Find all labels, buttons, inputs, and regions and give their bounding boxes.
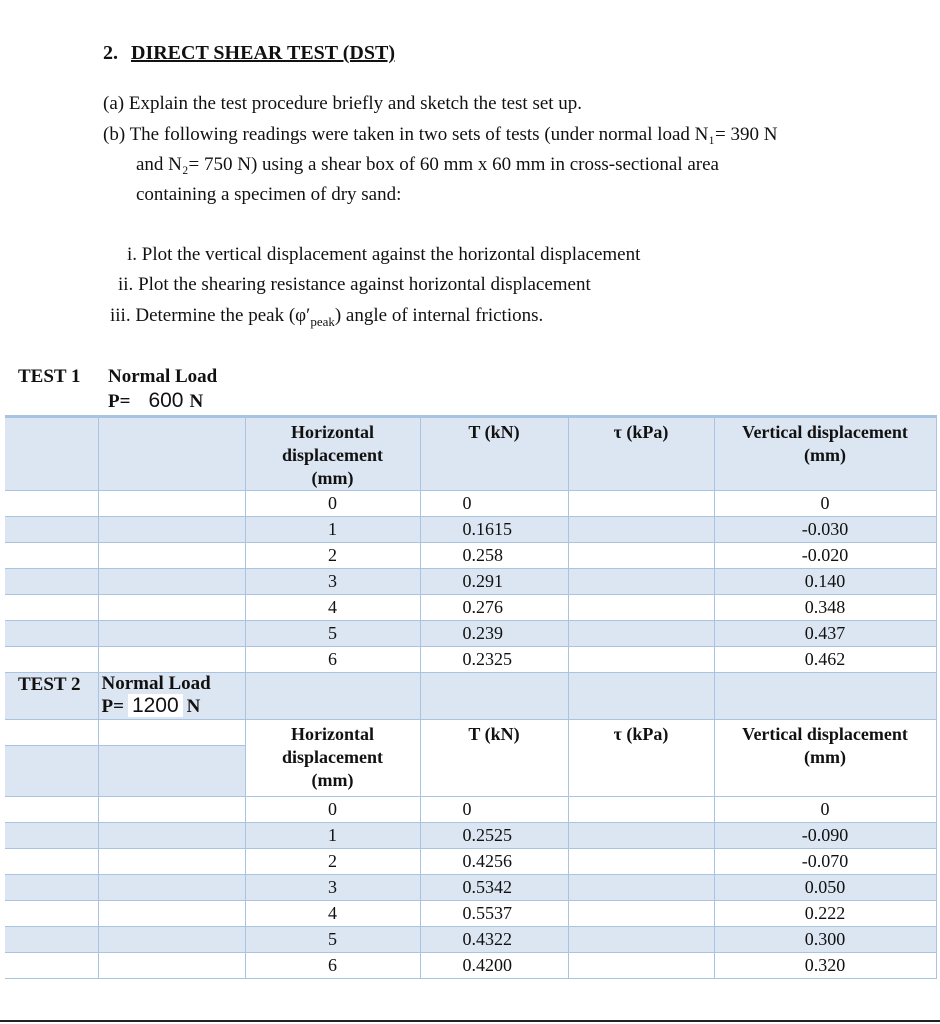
test2-label: TEST 2	[5, 673, 98, 720]
subscript-peak: peak	[310, 313, 335, 329]
subpart-label: i.	[127, 244, 138, 265]
empty-cell	[5, 621, 98, 647]
vertical-displacement-cell: 0.348	[714, 595, 936, 621]
part-b-line2: and N₂= 750 N) using a shear box of 60 mm x 60 mm in cross-sectional area	[136, 154, 719, 175]
table-row	[5, 797, 936, 823]
test1-table	[5, 415, 937, 979]
subpart-iii	[110, 301, 543, 337]
horizontal-displacement-cell: 2	[245, 849, 420, 875]
t-cell: 0.1615	[420, 517, 568, 543]
header-horizontal-displacement: Horizontal displacement (mm)	[245, 720, 420, 797]
empty-cell	[98, 621, 245, 647]
subpart-i	[127, 240, 640, 270]
t-cell: 0.5342	[420, 875, 568, 901]
vertical-displacement-cell: -0.020	[714, 543, 936, 569]
t-cell: 0.239	[420, 621, 568, 647]
empty-cell	[5, 875, 98, 901]
empty-cell	[5, 823, 98, 849]
t-cell: 0.2325	[420, 647, 568, 673]
empty-cell	[98, 595, 245, 621]
tau-cell	[568, 543, 714, 569]
empty-cell	[98, 927, 245, 953]
part-label: (b)	[103, 124, 126, 145]
t-cell: 0.276	[420, 595, 568, 621]
tau-cell	[568, 953, 714, 979]
t-cell: 0.258	[420, 543, 568, 569]
empty-cell	[98, 569, 245, 595]
horizontal-displacement-cell: 4	[245, 595, 420, 621]
table-row	[5, 647, 936, 673]
tau-cell	[568, 517, 714, 543]
horizontal-displacement-cell: 0	[245, 491, 420, 517]
table-row	[5, 875, 936, 901]
empty-cell	[98, 491, 245, 517]
horizontal-displacement-cell: 2	[245, 543, 420, 569]
empty-cell	[98, 875, 245, 901]
empty-cell	[5, 647, 98, 673]
vertical-displacement-cell: 0.300	[714, 927, 936, 953]
question-title: DIRECT SHEAR TEST (DST)	[131, 42, 395, 64]
tau-cell	[568, 901, 714, 927]
subpart-text: ) angle of internal frictions.	[334, 305, 544, 326]
tau-cell	[568, 491, 714, 517]
header-tau: τ (kPa)	[568, 417, 714, 491]
horizontal-displacement-cell: 5	[245, 927, 420, 953]
table-row	[5, 849, 936, 875]
vertical-displacement-cell: 0.222	[714, 901, 936, 927]
empty-cell	[98, 517, 245, 543]
question-heading	[103, 42, 395, 65]
header-vertical-displacement: Vertical displacement (mm)	[714, 417, 936, 491]
empty-cell	[98, 543, 245, 569]
subpart-text: Plot the vertical displacement against the horizontal displacement	[141, 244, 641, 265]
subpart-text: Plot the shearing resistance against horizontal displacement	[138, 274, 591, 295]
empty-cell	[5, 543, 98, 569]
page-divider	[0, 1020, 940, 1022]
t-cell: 0.2525	[420, 823, 568, 849]
t-cell: 0.291	[420, 569, 568, 595]
empty-cell	[5, 569, 98, 595]
tau-cell	[568, 569, 714, 595]
table-row	[5, 543, 936, 569]
part-text: Explain the test procedure briefly and sketch the test set up.	[128, 93, 583, 114]
t-cell: 0	[420, 797, 568, 823]
tau-cell	[568, 927, 714, 953]
tau-cell	[568, 849, 714, 875]
horizontal-displacement-cell: 5	[245, 621, 420, 647]
empty-cell	[5, 595, 98, 621]
tau-cell	[568, 647, 714, 673]
horizontal-displacement-cell: 3	[245, 875, 420, 901]
empty-cell	[98, 953, 245, 979]
p-unit: N	[186, 696, 201, 717]
header-horizontal-displacement: Horizontal displacement (mm)	[245, 417, 420, 491]
empty-cell	[98, 647, 245, 673]
horizontal-displacement-cell: 0	[245, 797, 420, 823]
empty-cell	[5, 927, 98, 953]
subpart-label: ii.	[118, 274, 134, 295]
t-cell: 0.4256	[420, 849, 568, 875]
part-b-line3: containing a specimen of dry sand:	[136, 184, 402, 205]
test1-label: TEST 1	[18, 366, 81, 387]
vertical-displacement-cell: 0	[714, 797, 936, 823]
horizontal-displacement-cell: 3	[245, 569, 420, 595]
horizontal-displacement-cell: 6	[245, 953, 420, 979]
vertical-displacement-cell: 0.050	[714, 875, 936, 901]
horizontal-displacement-cell: 1	[245, 823, 420, 849]
empty-cell	[5, 517, 98, 543]
empty-cell	[98, 797, 245, 823]
vertical-displacement-cell: 0.437	[714, 621, 936, 647]
empty-cell	[5, 849, 98, 875]
vertical-displacement-cell: 0	[714, 491, 936, 517]
question-number: 2.	[103, 42, 118, 64]
p-label: P=	[108, 391, 131, 412]
header-vertical-displacement: Vertical displacement (mm)	[714, 720, 936, 797]
table-row	[5, 621, 936, 647]
t-cell: 0	[420, 491, 568, 517]
p-value: 600	[148, 389, 184, 412]
t-cell: 0.5537	[420, 901, 568, 927]
part-a	[103, 89, 582, 119]
part-b	[103, 120, 777, 150]
part-text: The following readings were taken in two sets of tests (under normal load N₁= 390 N	[129, 124, 778, 145]
empty-cell	[98, 849, 245, 875]
vertical-displacement-cell: -0.030	[714, 517, 936, 543]
test1-normal-load	[108, 365, 217, 414]
table-row	[5, 901, 936, 927]
tau-cell	[568, 621, 714, 647]
empty-cell	[98, 823, 245, 849]
table-row	[5, 569, 936, 595]
t-cell: 0.4322	[420, 927, 568, 953]
header-t: T (kN)	[420, 417, 568, 491]
header-t: T (kN)	[420, 720, 568, 797]
subpart-label: iii.	[110, 305, 131, 326]
subpart-ii	[118, 270, 591, 300]
test2-label-row	[5, 673, 936, 720]
vertical-displacement-cell: -0.090	[714, 823, 936, 849]
empty-cell	[5, 417, 98, 491]
p-value: 1200	[128, 694, 183, 717]
table-header-row	[5, 417, 936, 491]
vertical-displacement-cell: 0.462	[714, 647, 936, 673]
vertical-displacement-cell: 0.320	[714, 953, 936, 979]
vertical-displacement-cell: -0.070	[714, 849, 936, 875]
empty-cell	[5, 491, 98, 517]
table-row	[5, 823, 936, 849]
p-unit: N	[189, 391, 204, 412]
table-row	[5, 491, 936, 517]
empty-cell	[5, 901, 98, 927]
vertical-displacement-cell: 0.140	[714, 569, 936, 595]
empty-cell	[98, 417, 245, 491]
normal-load-label: Normal Load	[108, 366, 218, 387]
horizontal-displacement-cell: 6	[245, 647, 420, 673]
normal-load-label: Normal Load	[101, 673, 211, 694]
subpart-text: Determine the peak (φ′	[135, 305, 311, 326]
p-label: P=	[101, 696, 124, 717]
empty-cell	[5, 953, 98, 979]
tau-cell	[568, 875, 714, 901]
header-tau: τ (kPa)	[568, 720, 714, 797]
horizontal-displacement-cell: 4	[245, 901, 420, 927]
part-label: (a)	[103, 93, 125, 114]
table-row	[5, 953, 936, 979]
empty-cell	[98, 901, 245, 927]
table-row	[5, 517, 936, 543]
test2-normal-load	[98, 673, 245, 720]
horizontal-displacement-cell: 1	[245, 517, 420, 543]
tau-cell	[568, 595, 714, 621]
table-row	[5, 927, 936, 953]
t-cell: 0.4200	[420, 953, 568, 979]
tau-cell	[568, 823, 714, 849]
tau-cell	[568, 797, 714, 823]
table-header-row	[5, 720, 936, 746]
empty-cell	[5, 797, 98, 823]
table-row	[5, 595, 936, 621]
